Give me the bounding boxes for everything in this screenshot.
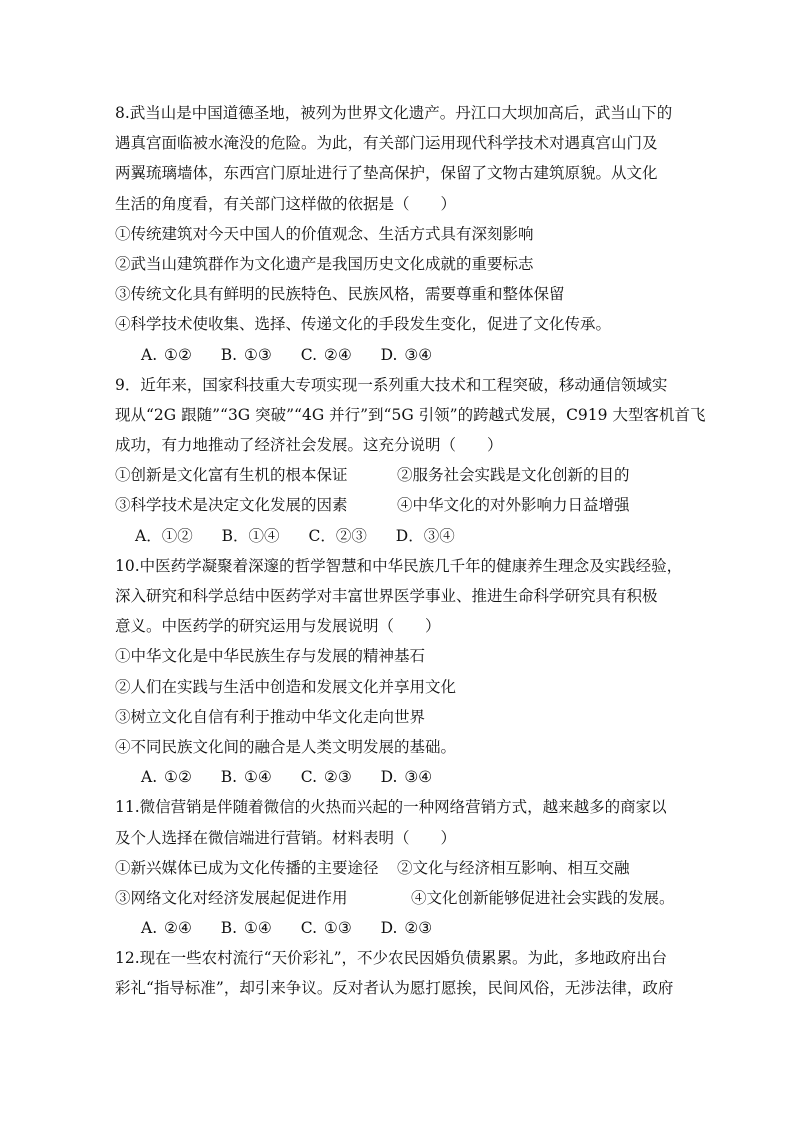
question-8 [115, 98, 690, 370]
statement-item: ②人们在实践与生活中创造和发展文化并享用文化 [115, 677, 457, 696]
answer-options [115, 340, 690, 370]
statement-item: ①中华文化是中华民族生存与发展的精神基石 [115, 647, 426, 666]
statement-item: ②文化与经济相互影响、相互交融 [397, 858, 630, 877]
question-stem-line: 意义。中医药学的研究运用与发展说明（ ） [115, 617, 441, 636]
question-stem-line: 9．近年来，国家科技重大专项实现一系列重大技术和工程突破，移动通信领域实 [115, 375, 668, 394]
statement-item: ④中华文化的对外影响力日益增强 [397, 496, 630, 515]
question-stem-line: 遇真宫面临被水淹没的危险。为此，有关部门运用现代科学技术对遇真宫山门及 [115, 134, 658, 153]
question-stem-line: 现从“2G 跟随”“3G 突破”“4G 并行”到“5G 引领”的跨越式发展，C919 大型客机首飞 [115, 405, 706, 424]
option-d: D. ③④ [380, 768, 433, 787]
statement-item: ③传统文化具有鲜明的民族特色、民族风格，需要尊重和整体保留 [115, 285, 565, 304]
option-b: B．①④ [221, 526, 280, 545]
question-stem-line: 12.现在一些农村流行“天价彩礼”，不少农民因婚负债累累。为此，多地政府出台 [115, 949, 668, 968]
option-a: A. ②④ [141, 919, 192, 938]
statement-item: ①传统建筑对今天中国人的价值观念、生活方式具有深刻影响 [115, 224, 534, 243]
statement-row [115, 853, 690, 883]
statement-item: ①新兴媒体已成为文化传播的主要途径 [115, 858, 379, 877]
option-a: A. ①② [141, 768, 192, 787]
option-c: C. ②③ [300, 768, 352, 787]
question-10 [115, 551, 690, 793]
statement-item: ④不同民族文化间的融合是人类文明发展的基础。 [115, 737, 457, 756]
option-b: B. ①③ [220, 345, 272, 364]
question-stem-line: 8.武当山是中国道德圣地，被列为世界文化遗产。丹江口大坝加高后，武当山下的 [115, 104, 673, 122]
statement-item: ③树立文化自信有利于推动中华文化走向世界 [115, 707, 426, 726]
option-d: D．③④ [395, 526, 455, 545]
exam-page [115, 98, 706, 1004]
option-a: A. ①② [141, 345, 192, 364]
option-b: B. ①④ [220, 768, 272, 787]
option-b: B. ①④ [220, 919, 272, 938]
statement-row [115, 460, 690, 490]
question-12 [115, 943, 690, 1003]
option-d: D. ②③ [380, 919, 433, 938]
question-stem-line: 10.中医药学凝聚着深邃的哲学智慧和中华民族几千年的健康养生理念及实践经验， [115, 556, 683, 575]
question-stem-line: 两翼琉璃墙体，东西宫门原址进行了垫高保护，保留了文物古建筑原貌。从文化 [115, 164, 658, 183]
question-stem-line: 11.微信营销是伴随着微信的火热而兴起的一种网络营销方式，越来越多的商家以 [115, 798, 667, 817]
question-11 [115, 792, 690, 943]
option-d: D. ③④ [380, 345, 433, 364]
question-stem-line: 深入研究和科学总结中医药学对丰富世界医学事业、推进生命科学研究具有积极 [115, 587, 658, 605]
question-stem-line: 成功，有力地推动了经济社会发展。这充分说明（ ） [115, 436, 503, 455]
option-c: C. ②④ [300, 345, 352, 364]
statement-item: ④文化创新能够促进社会实践的发展。 [411, 888, 675, 907]
question-stem-line: 及个人选择在微信端进行营销。材料表明（ ） [115, 828, 457, 847]
option-a: A．①② [135, 526, 193, 545]
statement-item: ②武当山建筑群作为文化遗产是我国历史文化成就的重要标志 [115, 254, 534, 273]
answer-options [115, 762, 690, 792]
statement-item: ②服务社会实践是文化创新的目的 [397, 466, 630, 485]
answer-options [115, 913, 690, 943]
statement-item: ③网络文化对经济发展起促进作用 [115, 888, 348, 907]
question-stem-line: 彩礼“指导标准”，却引来争议。反对者认为愿打愿挨，民间风俗，无涉法律，政府 [115, 979, 674, 998]
question-9 [115, 370, 706, 551]
option-c: C. ①③ [300, 919, 352, 938]
statement-row [115, 490, 690, 520]
statement-item: ①创新是文化富有生机的根本保证 [115, 466, 348, 485]
question-stem-line: 生活的角度看，有关部门这样做的依据是（ ） [115, 194, 457, 213]
statement-row [115, 883, 690, 913]
statement-item: ③科学技术是决定文化发展的因素 [115, 496, 348, 515]
statement-item: ④科学技术使收集、选择、传递文化的手段发生变化，促进了文化传承。 [115, 315, 612, 334]
answer-options [115, 521, 690, 551]
option-c: C．②③ [308, 526, 367, 545]
